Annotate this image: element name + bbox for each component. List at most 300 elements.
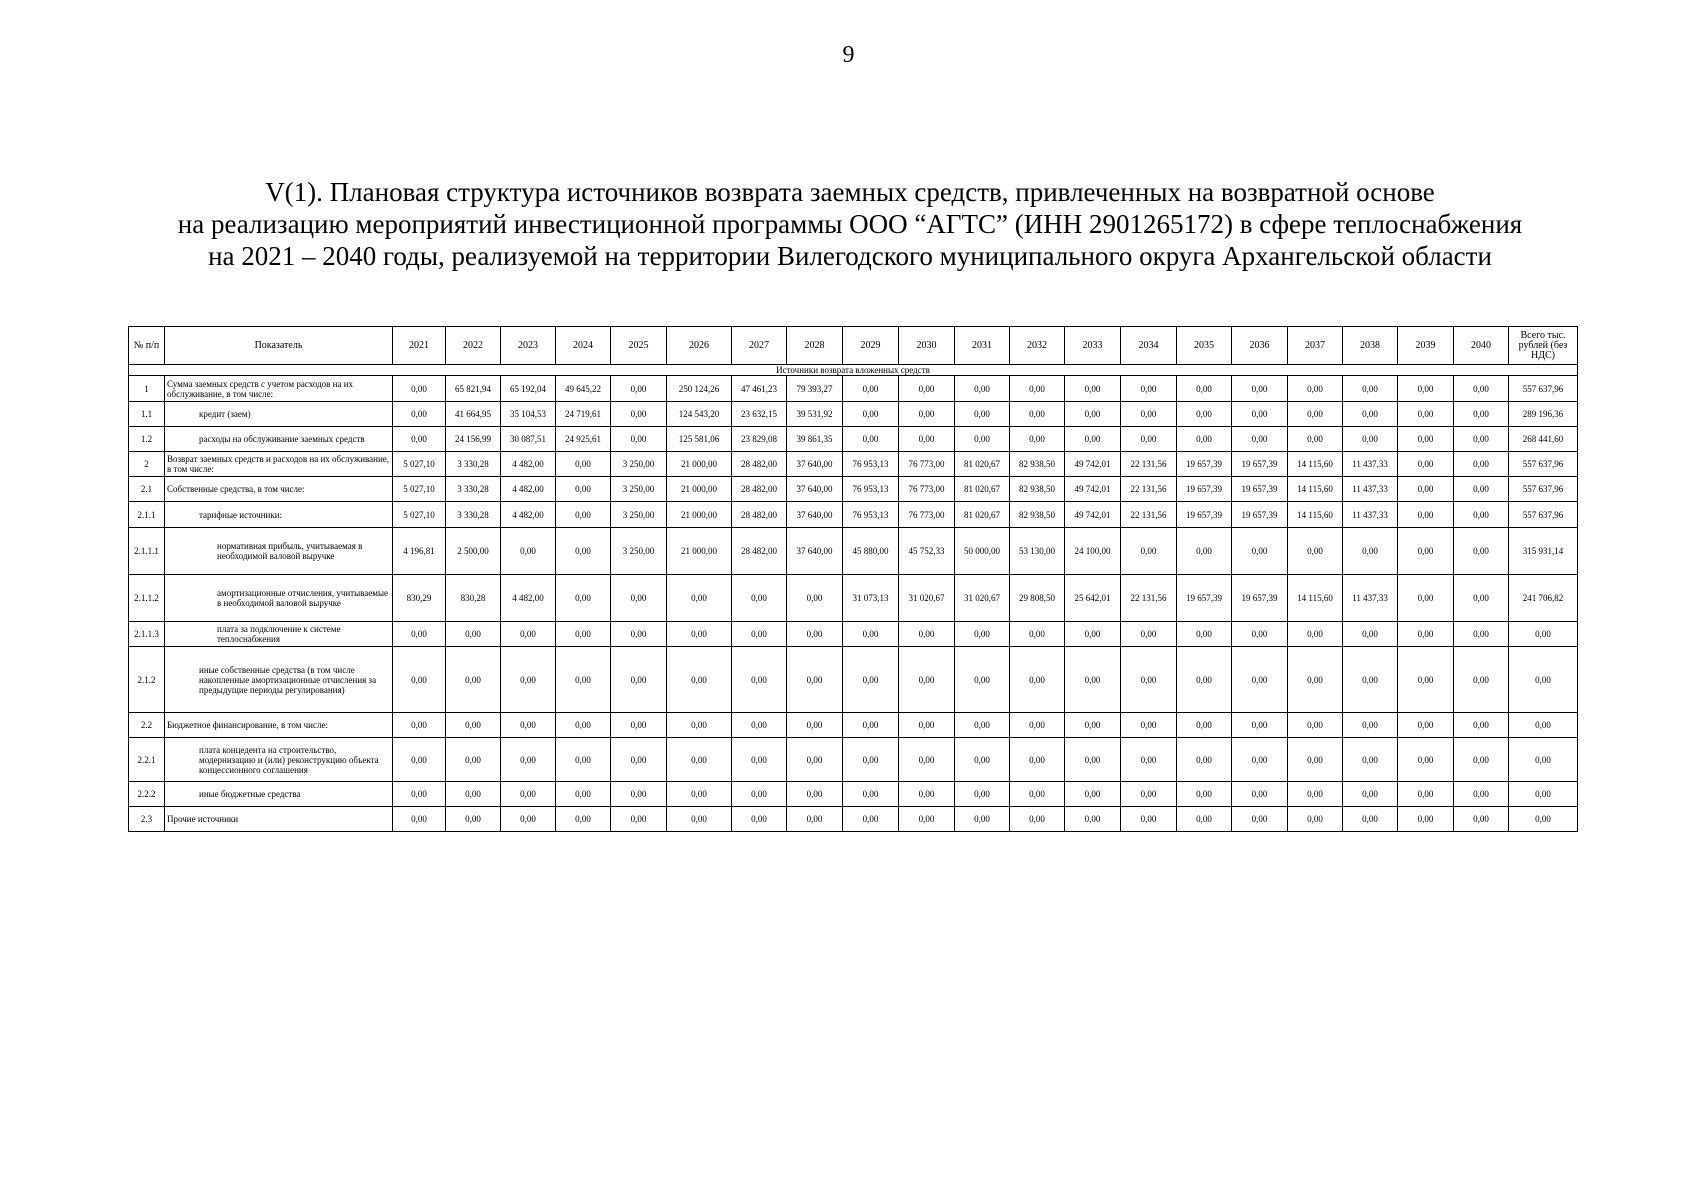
header-year: 2036 bbox=[1232, 327, 1288, 365]
row-value: 14 115,60 bbox=[1288, 477, 1343, 502]
row-value: 0,00 bbox=[393, 738, 446, 782]
row-value: 5 027,10 bbox=[393, 452, 446, 477]
table-row bbox=[129, 713, 1578, 738]
row-value: 19 657,39 bbox=[1177, 477, 1232, 502]
row-value: 0,00 bbox=[1232, 622, 1288, 647]
row-value: 0,00 bbox=[732, 713, 787, 738]
table-row bbox=[129, 622, 1578, 647]
row-value: 0,00 bbox=[899, 376, 955, 402]
row-value: 0,00 bbox=[393, 807, 446, 832]
row-value: 19 657,39 bbox=[1232, 477, 1288, 502]
title-line-2: на реализацию мероприятий инвестиционной программы ООО “АГТС” (ИНН 2901265172) в сфере теплоснабжения bbox=[177, 209, 1523, 239]
row-value: 0,00 bbox=[1343, 528, 1398, 575]
row-num: 2.1.2 bbox=[129, 647, 165, 713]
header-year: 2029 bbox=[843, 327, 899, 365]
row-value: 28 482,00 bbox=[732, 477, 787, 502]
row-value: 0,00 bbox=[1065, 738, 1121, 782]
row-value: 2 500,00 bbox=[446, 528, 501, 575]
header-row bbox=[129, 327, 1578, 365]
row-value: 53 130,00 bbox=[1010, 528, 1065, 575]
row-value: 0,00 bbox=[1454, 402, 1509, 427]
row-value: 0,00 bbox=[1454, 528, 1509, 575]
row-value: 79 393,27 bbox=[787, 376, 843, 402]
row-value: 0,00 bbox=[1398, 376, 1454, 402]
row-value: 0,00 bbox=[1343, 713, 1398, 738]
table-row bbox=[129, 477, 1578, 502]
row-value: 0,00 bbox=[1288, 622, 1343, 647]
row-value: 4 482,00 bbox=[501, 452, 556, 477]
row-value: 0,00 bbox=[611, 782, 667, 807]
row-value: 0,00 bbox=[1454, 738, 1509, 782]
row-value: 0,00 bbox=[1398, 575, 1454, 622]
row-value: 23 632,15 bbox=[732, 402, 787, 427]
row-total: 557 637,96 bbox=[1509, 502, 1578, 528]
row-label: плата за подключение к системе теплоснабжения bbox=[165, 622, 393, 647]
row-value: 0,00 bbox=[899, 427, 955, 452]
row-value: 0,00 bbox=[843, 782, 899, 807]
row-num: 2.2.1 bbox=[129, 738, 165, 782]
row-value: 19 657,39 bbox=[1177, 502, 1232, 528]
row-value: 11 437,33 bbox=[1343, 452, 1398, 477]
row-value: 0,00 bbox=[1065, 782, 1121, 807]
row-value: 0,00 bbox=[611, 427, 667, 452]
row-value: 0,00 bbox=[1454, 622, 1509, 647]
row-value: 65 192,04 bbox=[501, 376, 556, 402]
row-value: 24 719,61 bbox=[556, 402, 611, 427]
row-total: 557 637,96 bbox=[1509, 452, 1578, 477]
row-value: 0,00 bbox=[393, 782, 446, 807]
row-value: 0,00 bbox=[1121, 402, 1177, 427]
header-num: № п/п bbox=[129, 327, 165, 365]
row-value: 5 027,10 bbox=[393, 502, 446, 528]
row-num: 1.1 bbox=[129, 402, 165, 427]
row-value: 0,00 bbox=[1398, 807, 1454, 832]
row-value: 0,00 bbox=[556, 807, 611, 832]
row-value: 0,00 bbox=[556, 713, 611, 738]
row-value: 0,00 bbox=[787, 647, 843, 713]
row-value: 0,00 bbox=[611, 807, 667, 832]
row-label: кредит (заем) bbox=[165, 402, 393, 427]
row-value: 0,00 bbox=[556, 502, 611, 528]
row-total: 289 196,36 bbox=[1509, 402, 1578, 427]
row-value: 0,00 bbox=[1288, 738, 1343, 782]
row-total: 241 706,82 bbox=[1509, 575, 1578, 622]
row-total: 0,00 bbox=[1509, 738, 1578, 782]
header-year: 2031 bbox=[955, 327, 1010, 365]
row-label: Сумма заемных средств с учетом расходов на их обслуживание, в том числе: bbox=[165, 376, 393, 402]
row-label: нормативная прибыль, учитываемая в необходимой валовой выручке bbox=[165, 528, 393, 575]
table-row bbox=[129, 452, 1578, 477]
table-row bbox=[129, 502, 1578, 528]
row-value: 3 330,28 bbox=[446, 477, 501, 502]
row-value: 0,00 bbox=[1010, 782, 1065, 807]
row-value: 0,00 bbox=[955, 647, 1010, 713]
row-value: 0,00 bbox=[1454, 376, 1509, 402]
row-value: 0,00 bbox=[1065, 807, 1121, 832]
row-value: 25 642,01 bbox=[1065, 575, 1121, 622]
header-year: 2037 bbox=[1288, 327, 1343, 365]
row-value: 0,00 bbox=[1177, 647, 1232, 713]
row-value: 0,00 bbox=[732, 575, 787, 622]
row-value: 11 437,33 bbox=[1343, 502, 1398, 528]
header-year: 2023 bbox=[501, 327, 556, 365]
row-value: 0,00 bbox=[1121, 427, 1177, 452]
row-value: 0,00 bbox=[393, 427, 446, 452]
row-value: 0,00 bbox=[1232, 807, 1288, 832]
row-value: 0,00 bbox=[611, 402, 667, 427]
row-value: 0,00 bbox=[787, 782, 843, 807]
row-value: 35 104,53 bbox=[501, 402, 556, 427]
row-value: 0,00 bbox=[787, 713, 843, 738]
row-value: 14 115,60 bbox=[1288, 502, 1343, 528]
row-label: расходы на обслуживание заемных средств bbox=[165, 427, 393, 452]
header-year: 2033 bbox=[1065, 327, 1121, 365]
row-value: 0,00 bbox=[611, 647, 667, 713]
row-value: 0,00 bbox=[787, 622, 843, 647]
header-year: 2022 bbox=[446, 327, 501, 365]
row-value: 0,00 bbox=[446, 622, 501, 647]
row-value: 0,00 bbox=[1177, 622, 1232, 647]
row-value: 3 330,28 bbox=[446, 502, 501, 528]
table-row bbox=[129, 376, 1578, 402]
row-value: 0,00 bbox=[1343, 427, 1398, 452]
row-value: 0,00 bbox=[556, 647, 611, 713]
row-value: 0,00 bbox=[732, 782, 787, 807]
row-value: 22 131,56 bbox=[1121, 477, 1177, 502]
row-value: 0,00 bbox=[955, 713, 1010, 738]
row-value: 0,00 bbox=[899, 647, 955, 713]
row-value: 49 645,22 bbox=[556, 376, 611, 402]
table-row bbox=[129, 782, 1578, 807]
row-value: 19 657,39 bbox=[1232, 452, 1288, 477]
row-value: 39 861,35 bbox=[787, 427, 843, 452]
row-value: 0,00 bbox=[1232, 376, 1288, 402]
row-value: 0,00 bbox=[1398, 738, 1454, 782]
row-value: 0,00 bbox=[446, 647, 501, 713]
row-num: 1.2 bbox=[129, 427, 165, 452]
row-value: 0,00 bbox=[393, 647, 446, 713]
row-value: 0,00 bbox=[1121, 713, 1177, 738]
header-year: 2039 bbox=[1398, 327, 1454, 365]
row-total: 0,00 bbox=[1509, 713, 1578, 738]
row-num: 1 bbox=[129, 376, 165, 402]
row-value: 0,00 bbox=[1288, 713, 1343, 738]
row-value: 0,00 bbox=[556, 477, 611, 502]
row-num: 2.2 bbox=[129, 713, 165, 738]
row-value: 0,00 bbox=[1343, 376, 1398, 402]
row-value: 0,00 bbox=[1398, 452, 1454, 477]
row-num: 2.1.1 bbox=[129, 502, 165, 528]
row-value: 4 482,00 bbox=[501, 477, 556, 502]
row-value: 0,00 bbox=[1343, 622, 1398, 647]
row-value: 37 640,00 bbox=[787, 477, 843, 502]
row-value: 0,00 bbox=[1288, 782, 1343, 807]
row-value: 41 664,95 bbox=[446, 402, 501, 427]
row-value: 0,00 bbox=[393, 402, 446, 427]
row-value: 0,00 bbox=[501, 647, 556, 713]
row-value: 0,00 bbox=[1010, 427, 1065, 452]
row-num: 2.2.2 bbox=[129, 782, 165, 807]
row-label: Прочие источники bbox=[165, 807, 393, 832]
row-value: 0,00 bbox=[667, 713, 732, 738]
row-value: 0,00 bbox=[1398, 528, 1454, 575]
row-value: 0,00 bbox=[1010, 713, 1065, 738]
row-value: 0,00 bbox=[611, 738, 667, 782]
row-value: 830,29 bbox=[393, 575, 446, 622]
row-value: 31 020,67 bbox=[899, 575, 955, 622]
row-label: Собственные средства, в том числе: bbox=[165, 477, 393, 502]
row-value: 0,00 bbox=[393, 622, 446, 647]
row-value: 82 938,50 bbox=[1010, 452, 1065, 477]
row-value: 0,00 bbox=[899, 622, 955, 647]
table-row bbox=[129, 807, 1578, 832]
row-value: 14 115,60 bbox=[1288, 575, 1343, 622]
row-value: 11 437,33 bbox=[1343, 477, 1398, 502]
row-value: 0,00 bbox=[1398, 502, 1454, 528]
row-total: 0,00 bbox=[1509, 647, 1578, 713]
row-value: 4 196,81 bbox=[393, 528, 446, 575]
row-num: 2.3 bbox=[129, 807, 165, 832]
table-row bbox=[129, 427, 1578, 452]
row-value: 0,00 bbox=[1232, 782, 1288, 807]
row-value: 19 657,39 bbox=[1177, 575, 1232, 622]
row-value: 0,00 bbox=[843, 427, 899, 452]
row-value: 45 752,33 bbox=[899, 528, 955, 575]
row-total: 0,00 bbox=[1509, 807, 1578, 832]
header-total: Всего тыс. рублей (без НДС) bbox=[1509, 327, 1578, 365]
row-value: 0,00 bbox=[899, 738, 955, 782]
row-value: 81 020,67 bbox=[955, 452, 1010, 477]
row-total: 0,00 bbox=[1509, 622, 1578, 647]
row-value: 76 953,13 bbox=[843, 452, 899, 477]
row-value: 0,00 bbox=[1398, 427, 1454, 452]
row-value: 0,00 bbox=[1232, 528, 1288, 575]
row-value: 125 581,06 bbox=[667, 427, 732, 452]
row-value: 11 437,33 bbox=[1343, 575, 1398, 622]
row-value: 0,00 bbox=[843, 376, 899, 402]
row-value: 0,00 bbox=[732, 622, 787, 647]
row-value: 0,00 bbox=[1232, 647, 1288, 713]
row-value: 4 482,00 bbox=[501, 575, 556, 622]
row-value: 0,00 bbox=[1177, 713, 1232, 738]
row-value: 250 124,26 bbox=[667, 376, 732, 402]
row-value: 0,00 bbox=[393, 376, 446, 402]
row-value: 76 773,00 bbox=[899, 502, 955, 528]
row-value: 0,00 bbox=[501, 807, 556, 832]
row-value: 0,00 bbox=[1454, 452, 1509, 477]
row-value: 3 250,00 bbox=[611, 477, 667, 502]
row-value: 19 657,39 bbox=[1177, 452, 1232, 477]
row-value: 22 131,56 bbox=[1121, 502, 1177, 528]
row-label: тарифные источники: bbox=[165, 502, 393, 528]
row-value: 29 808,50 bbox=[1010, 575, 1065, 622]
row-value: 0,00 bbox=[501, 622, 556, 647]
row-value: 0,00 bbox=[611, 713, 667, 738]
row-value: 81 020,67 bbox=[955, 502, 1010, 528]
row-num: 2.1.1.2 bbox=[129, 575, 165, 622]
header-year: 2030 bbox=[899, 327, 955, 365]
row-value: 0,00 bbox=[667, 738, 732, 782]
row-value: 19 657,39 bbox=[1232, 502, 1288, 528]
page-number: 9 bbox=[842, 42, 855, 68]
row-value: 0,00 bbox=[1454, 575, 1509, 622]
row-value: 0,00 bbox=[1288, 647, 1343, 713]
row-value: 0,00 bbox=[1065, 376, 1121, 402]
row-value: 0,00 bbox=[955, 782, 1010, 807]
row-label: амортизационные отчисления, учитываемые в необходимой валовой выручке bbox=[165, 575, 393, 622]
sources-table bbox=[128, 326, 1578, 832]
row-value: 0,00 bbox=[899, 807, 955, 832]
row-value: 0,00 bbox=[787, 575, 843, 622]
row-value: 0,00 bbox=[1398, 782, 1454, 807]
row-value: 0,00 bbox=[1454, 477, 1509, 502]
row-value: 14 115,60 bbox=[1288, 452, 1343, 477]
row-value: 28 482,00 bbox=[732, 502, 787, 528]
row-value: 0,00 bbox=[1065, 402, 1121, 427]
row-value: 0,00 bbox=[955, 427, 1010, 452]
header-year: 2021 bbox=[393, 327, 446, 365]
row-value: 0,00 bbox=[556, 782, 611, 807]
row-value: 37 640,00 bbox=[787, 528, 843, 575]
row-value: 0,00 bbox=[556, 452, 611, 477]
row-value: 0,00 bbox=[501, 738, 556, 782]
row-value: 3 330,28 bbox=[446, 452, 501, 477]
row-value: 81 020,67 bbox=[955, 477, 1010, 502]
row-value: 3 250,00 bbox=[611, 452, 667, 477]
row-value: 0,00 bbox=[732, 738, 787, 782]
row-value: 0,00 bbox=[1121, 647, 1177, 713]
row-value: 0,00 bbox=[1398, 477, 1454, 502]
row-value: 82 938,50 bbox=[1010, 502, 1065, 528]
row-value: 0,00 bbox=[955, 622, 1010, 647]
row-value: 0,00 bbox=[1343, 738, 1398, 782]
row-value: 0,00 bbox=[1232, 713, 1288, 738]
section-row bbox=[129, 365, 1578, 376]
row-value: 0,00 bbox=[1121, 782, 1177, 807]
row-label: иные собственные средства (в том числе накопленные амортизационные отчисления за предыдущие периоды регулирования) bbox=[165, 647, 393, 713]
row-value: 0,00 bbox=[556, 622, 611, 647]
row-value: 0,00 bbox=[667, 807, 732, 832]
row-value: 830,28 bbox=[446, 575, 501, 622]
row-value: 24 925,61 bbox=[556, 427, 611, 452]
row-value: 21 000,00 bbox=[667, 477, 732, 502]
row-total: 557 637,96 bbox=[1509, 477, 1578, 502]
row-value: 0,00 bbox=[843, 738, 899, 782]
header-year: 2035 bbox=[1177, 327, 1232, 365]
row-value: 0,00 bbox=[1177, 427, 1232, 452]
row-value: 0,00 bbox=[1177, 807, 1232, 832]
row-value: 0,00 bbox=[843, 622, 899, 647]
row-value: 0,00 bbox=[843, 713, 899, 738]
row-label: Возврат заемных средств и расходов на их обслуживание, в том числе: bbox=[165, 452, 393, 477]
row-value: 0,00 bbox=[1454, 782, 1509, 807]
row-value: 0,00 bbox=[446, 807, 501, 832]
document-title bbox=[100, 176, 1600, 272]
row-value: 0,00 bbox=[611, 575, 667, 622]
row-value: 76 773,00 bbox=[899, 477, 955, 502]
row-value: 0,00 bbox=[1232, 738, 1288, 782]
row-value: 0,00 bbox=[446, 738, 501, 782]
row-value: 0,00 bbox=[787, 738, 843, 782]
row-value: 0,00 bbox=[1343, 402, 1398, 427]
header-year: 2034 bbox=[1121, 327, 1177, 365]
row-value: 3 250,00 bbox=[611, 502, 667, 528]
row-value: 28 482,00 bbox=[732, 528, 787, 575]
row-value: 24 100,00 bbox=[1065, 528, 1121, 575]
row-value: 0,00 bbox=[1454, 502, 1509, 528]
row-value: 0,00 bbox=[955, 402, 1010, 427]
row-value: 0,00 bbox=[1010, 647, 1065, 713]
row-total: 268 441,60 bbox=[1509, 427, 1578, 452]
row-value: 82 938,50 bbox=[1010, 477, 1065, 502]
row-value: 0,00 bbox=[1288, 402, 1343, 427]
row-value: 0,00 bbox=[501, 782, 556, 807]
row-value: 0,00 bbox=[1454, 427, 1509, 452]
row-value: 47 461,23 bbox=[732, 376, 787, 402]
row-value: 0,00 bbox=[1232, 427, 1288, 452]
row-label: иные бюджетные средства bbox=[165, 782, 393, 807]
row-value: 0,00 bbox=[446, 713, 501, 738]
row-value: 0,00 bbox=[899, 782, 955, 807]
table-row bbox=[129, 528, 1578, 575]
row-value: 0,00 bbox=[1343, 807, 1398, 832]
header-year: 2032 bbox=[1010, 327, 1065, 365]
header-year: 2038 bbox=[1343, 327, 1398, 365]
row-value: 0,00 bbox=[1177, 738, 1232, 782]
row-value: 21 000,00 bbox=[667, 452, 732, 477]
row-value: 0,00 bbox=[843, 647, 899, 713]
row-value: 0,00 bbox=[1454, 713, 1509, 738]
section-title: Источники возврата вложенных средств bbox=[129, 365, 1578, 376]
row-value: 28 482,00 bbox=[732, 452, 787, 477]
row-value: 39 531,92 bbox=[787, 402, 843, 427]
row-num: 2.1.1.3 bbox=[129, 622, 165, 647]
row-value: 0,00 bbox=[732, 807, 787, 832]
header-year: 2027 bbox=[732, 327, 787, 365]
header-year: 2025 bbox=[611, 327, 667, 365]
row-value: 19 657,39 bbox=[1232, 575, 1288, 622]
row-value: 0,00 bbox=[732, 647, 787, 713]
row-value: 0,00 bbox=[1010, 402, 1065, 427]
row-value: 0,00 bbox=[1343, 782, 1398, 807]
row-value: 0,00 bbox=[1398, 622, 1454, 647]
row-value: 0,00 bbox=[667, 647, 732, 713]
table-row bbox=[129, 402, 1578, 427]
row-value: 0,00 bbox=[1010, 738, 1065, 782]
header-year: 2024 bbox=[556, 327, 611, 365]
row-value: 0,00 bbox=[1177, 782, 1232, 807]
table-row bbox=[129, 647, 1578, 713]
row-value: 0,00 bbox=[611, 376, 667, 402]
row-value: 31 020,67 bbox=[955, 575, 1010, 622]
row-value: 0,00 bbox=[1288, 528, 1343, 575]
row-value: 0,00 bbox=[843, 402, 899, 427]
row-value: 0,00 bbox=[1454, 647, 1509, 713]
row-value: 0,00 bbox=[501, 713, 556, 738]
row-value: 37 640,00 bbox=[787, 502, 843, 528]
row-value: 124 543,20 bbox=[667, 402, 732, 427]
row-total: 0,00 bbox=[1509, 782, 1578, 807]
row-value: 21 000,00 bbox=[667, 528, 732, 575]
row-value: 0,00 bbox=[1065, 713, 1121, 738]
header-indicator: Показатель bbox=[165, 327, 393, 365]
table-row bbox=[129, 738, 1578, 782]
row-value: 0,00 bbox=[1121, 376, 1177, 402]
table-row bbox=[129, 575, 1578, 622]
row-value: 49 742,01 bbox=[1065, 452, 1121, 477]
row-label: Бюджетное финансирование, в том числе: bbox=[165, 713, 393, 738]
row-value: 0,00 bbox=[1343, 647, 1398, 713]
